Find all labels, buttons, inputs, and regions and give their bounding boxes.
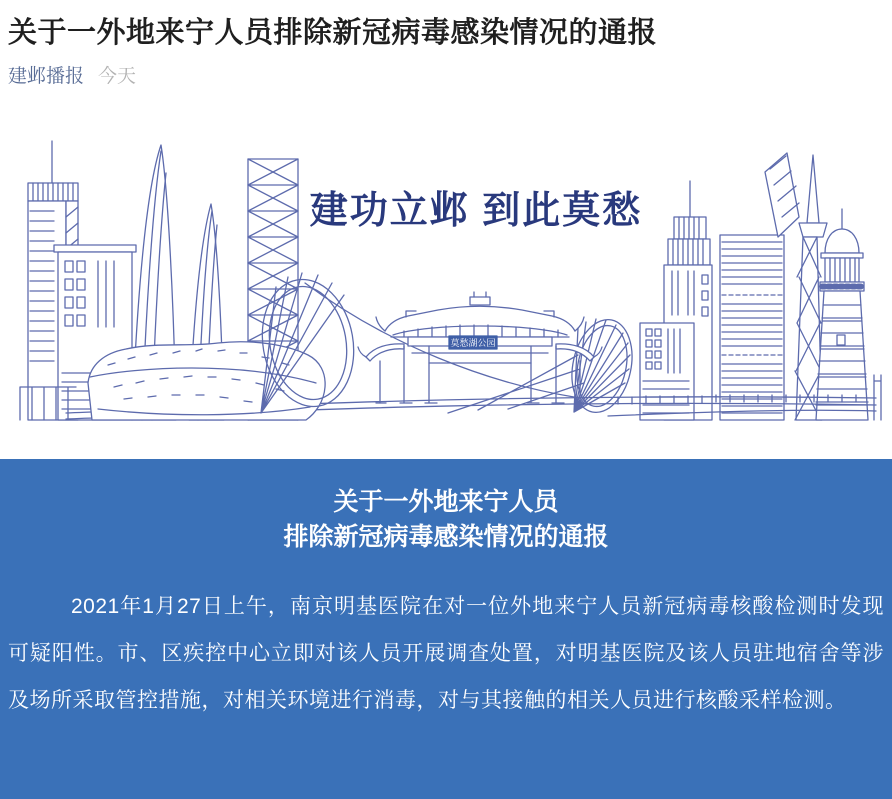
byline [8,65,884,89]
gate-plaque-text: 莫愁湖公园 [450,338,496,348]
notice-card [0,459,892,799]
notice-title-line1: 关于一外地来宁人员 [333,488,559,516]
banner-slogan-text: 建功立邺 到此莫愁 [309,190,643,232]
notice-title [8,485,884,555]
article-title: 关于一外地来宁人员排除新冠病毒感染情况的通报 [8,17,658,49]
skyline-drawing [8,125,884,425]
account-link[interactable]: 建邺播报 [8,66,85,87]
banner-illustration [8,125,884,425]
article-page [0,14,892,799]
notice-body: 2021年1月27日上午，南京明基医院在对一位外地来宁人员新冠病毒核酸检测时发现可疑阳性。市、区疾控中心立即对该人员开展调查处置，对明基医院及该人员驻地宿舍等涉及场所采取管控措施，对相关环境进行消毒，对与其接触的相关人员进行核酸采样检测。 [8,595,884,712]
publish-date: 今天 [98,66,137,87]
notice-title-line2: 排除新冠病毒感染情况的通报 [283,523,609,551]
